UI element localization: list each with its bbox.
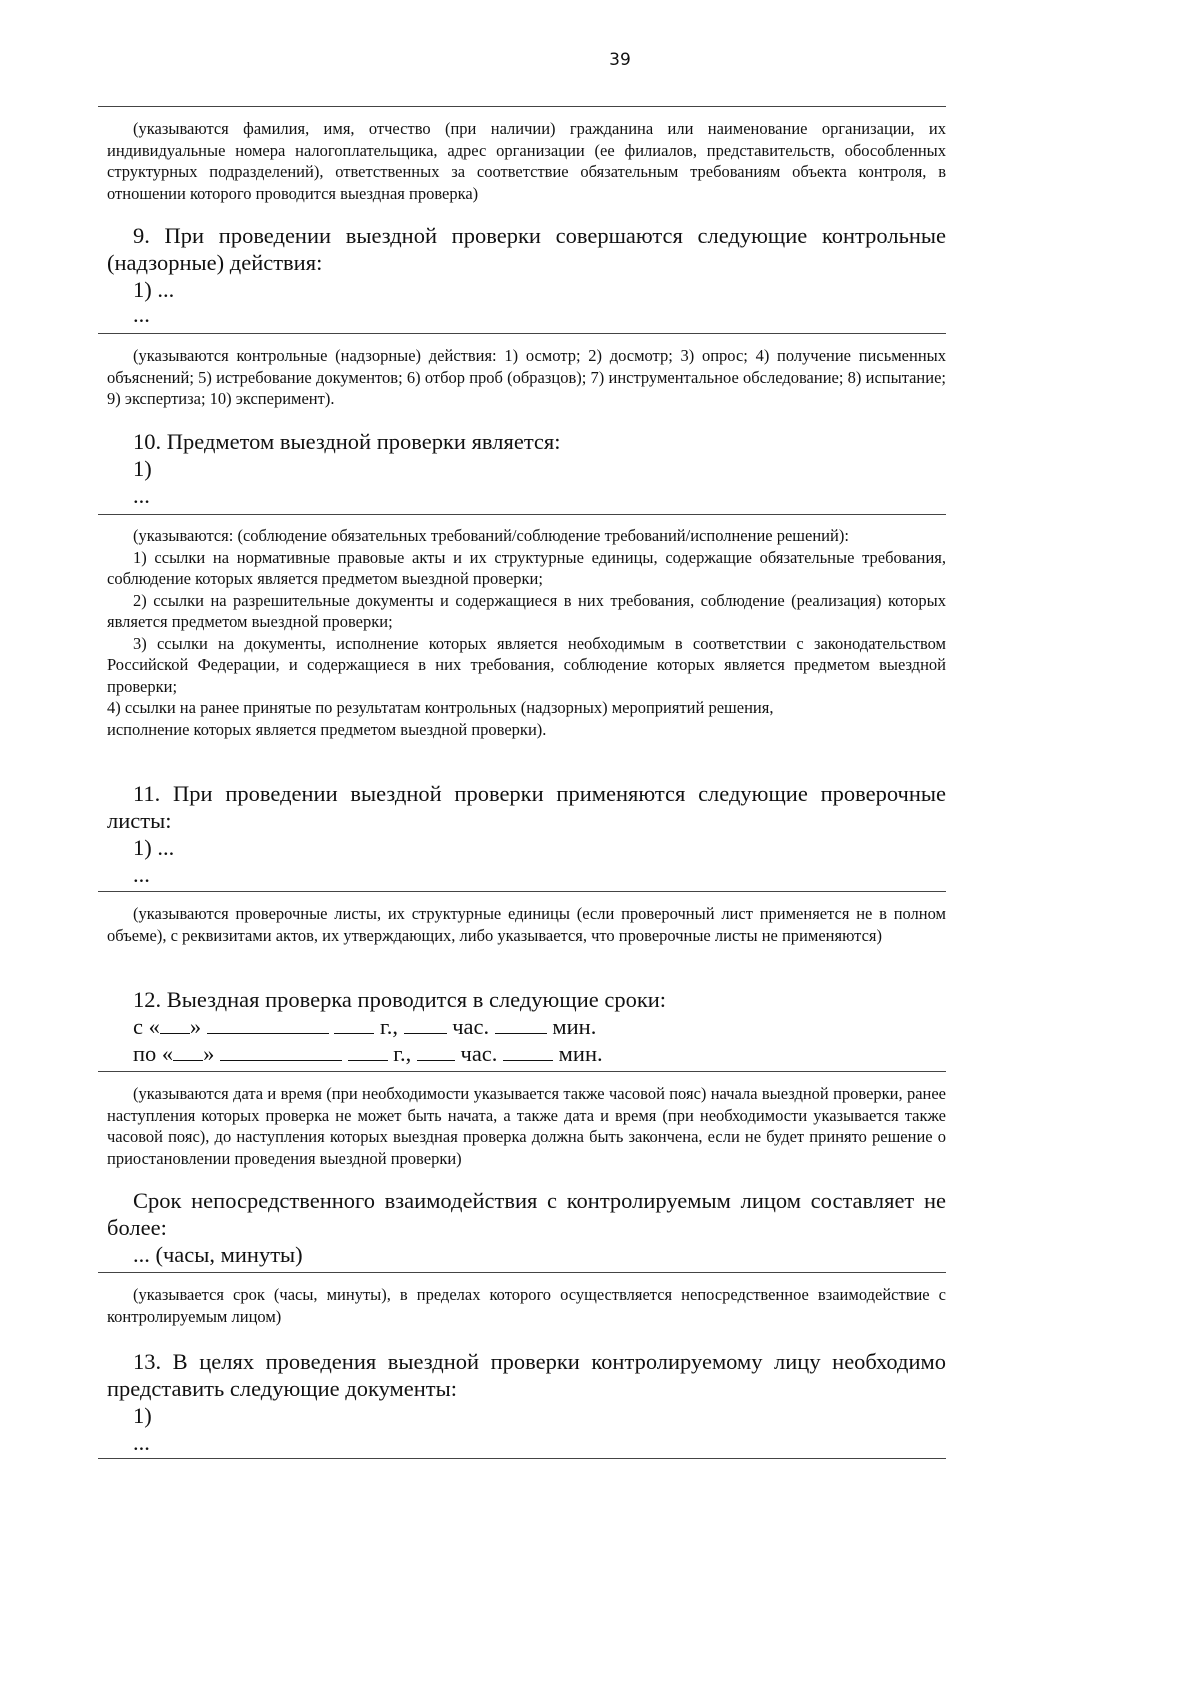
list-item: ... xyxy=(133,483,150,508)
note-text: (указываются: (соблюдение обязательных требований/соблюдение требований/исполнение решений): xyxy=(133,526,849,545)
list-item: ... xyxy=(133,862,150,887)
section-12-heading: 12. Выездная проверка проводится в следующие сроки: xyxy=(133,987,667,1012)
month-blank[interactable] xyxy=(220,1042,342,1061)
list-item: 1) ... xyxy=(133,835,175,860)
note-text: (указываются дата и время (при необходимости указывается также часовой пояс) начала выездной проверки, ранее наступления которых проверка не может быть начата, а также дата и время (при необходимости указывается также часовой пояс), до наступления которых выездная проверка должна быть закончена, если не будет принято решение о приостановлении проведения выездной проверки) xyxy=(107,1084,946,1168)
date-prefix: по « xyxy=(133,1041,174,1066)
month-blank[interactable] xyxy=(207,1015,329,1034)
list-item: ... xyxy=(133,302,150,327)
day-blank[interactable] xyxy=(160,1015,190,1034)
hour-label: час. xyxy=(452,1014,490,1039)
section-9 xyxy=(107,222,946,327)
note-text: исполнение которых является предметом выездной проверки). xyxy=(107,719,547,739)
section-term xyxy=(107,1187,946,1268)
minute-label: мин. xyxy=(552,1014,597,1039)
minute-blank[interactable] xyxy=(495,1015,547,1034)
note-text: 4) ссылки на ранее принятые по результатам контрольных (надзорных) мероприятий решения, xyxy=(107,698,774,717)
list-item: 1) xyxy=(133,456,152,481)
minute-label: мин. xyxy=(558,1041,603,1066)
section-11-heading: 11. При проведении выездной проверки применяются следующие проверочные листы: xyxy=(107,781,946,833)
fill-line xyxy=(98,1071,946,1072)
section-9-heading: 9. При проведении выездной проверки совершаются следующие контрольные (надзорные) действия: xyxy=(107,223,946,275)
section-12 xyxy=(107,986,946,1067)
note-checklists xyxy=(107,903,946,946)
hour-blank[interactable] xyxy=(404,1015,447,1034)
section-11 xyxy=(107,780,946,888)
section-10-heading: 10. Предметом выездной проверки является: xyxy=(133,429,561,454)
quote-close: » xyxy=(189,1014,202,1039)
fill-line xyxy=(98,333,946,334)
note-subject-matter xyxy=(107,525,946,740)
note-text: (указываются фамилия, имя, отчество (при наличии) гражданина или наименование организации, их индивидуальные номера налогоплательщика, адрес организации (ее филиалов, представительств, обособленных структурных подразделений), ответственных за соответствие обязательным требованиям объекта контроля, в отношении которого проводится выездная проверка) xyxy=(107,119,946,203)
note-actions xyxy=(107,345,946,410)
note-text: 3) ссылки на документы, исполнение которых является необходимым в соответствии с законодательством Российской Федерации, и содержащиеся в них требования, соблюдение которых является предметом выездной проверки; xyxy=(107,633,946,696)
note-text: (указываются проверочные листы, их структурные единицы (если проверочный лист применяется не в полном объеме), с реквизитами актов, их утверждающих, либо указывается, что проверочные листы не применяются) xyxy=(107,904,946,945)
section-13-heading: 13. В целях проведения выездной проверки контролируемому лицу необходимо представить следующие документы: xyxy=(107,1349,946,1401)
list-item: 1) ... xyxy=(133,277,175,302)
hour-label: час. xyxy=(460,1041,498,1066)
quote-close: » xyxy=(203,1041,215,1066)
fill-line xyxy=(98,1458,946,1459)
note-text: 1) ссылки на нормативные правовые акты и их структурные единицы, содержащие обязательные требования, соблюдение которых является предметом выездной проверки; xyxy=(107,547,946,588)
date-to-row xyxy=(107,1040,946,1067)
fill-line xyxy=(98,106,946,107)
year-suffix: г., xyxy=(380,1014,398,1039)
section-13 xyxy=(107,1348,946,1456)
minute-blank[interactable] xyxy=(503,1042,553,1061)
day-blank[interactable] xyxy=(173,1042,203,1061)
note-text: (указываются контрольные (надзорные) действия: 1) осмотр; 2) досмотр; 3) опрос; 4) получение письменных объяснений; 5) истребование документов; 6) отбор проб (образцов); 7) инструментальное обследование; 8) испытание; 9) экспертиза; 10) эксперимент). xyxy=(107,346,946,408)
year-blank[interactable] xyxy=(348,1042,388,1061)
date-prefix: с « xyxy=(133,1014,160,1039)
term-value: ... (часы, минуты) xyxy=(133,1242,303,1267)
fill-line xyxy=(98,891,946,892)
section-10 xyxy=(107,428,946,509)
list-item: ... xyxy=(133,1430,150,1455)
note-text: (указывается срок (часы, минуты), в пределах которого осуществляется непосредственное взаимодействие с контролируемым лицом) xyxy=(107,1285,946,1326)
fill-line xyxy=(98,1272,946,1273)
note-term xyxy=(107,1284,946,1327)
date-from-row xyxy=(107,1013,946,1040)
hour-blank[interactable] xyxy=(417,1042,455,1061)
year-blank[interactable] xyxy=(334,1015,374,1034)
fill-line xyxy=(98,514,946,515)
year-suffix: г., xyxy=(393,1041,412,1066)
page-number: 39 xyxy=(609,50,631,70)
note-dates xyxy=(107,1083,946,1169)
note-subject xyxy=(107,118,946,204)
list-item: 1) xyxy=(133,1403,152,1428)
note-text: 2) ссылки на разрешительные документы и содержащиеся в них требования, соблюдение (реализация) которых является предметом выездной проверки; xyxy=(107,590,946,631)
term-heading: Срок непосредственного взаимодействия с контролируемым лицом составляет не более: xyxy=(107,1188,946,1240)
